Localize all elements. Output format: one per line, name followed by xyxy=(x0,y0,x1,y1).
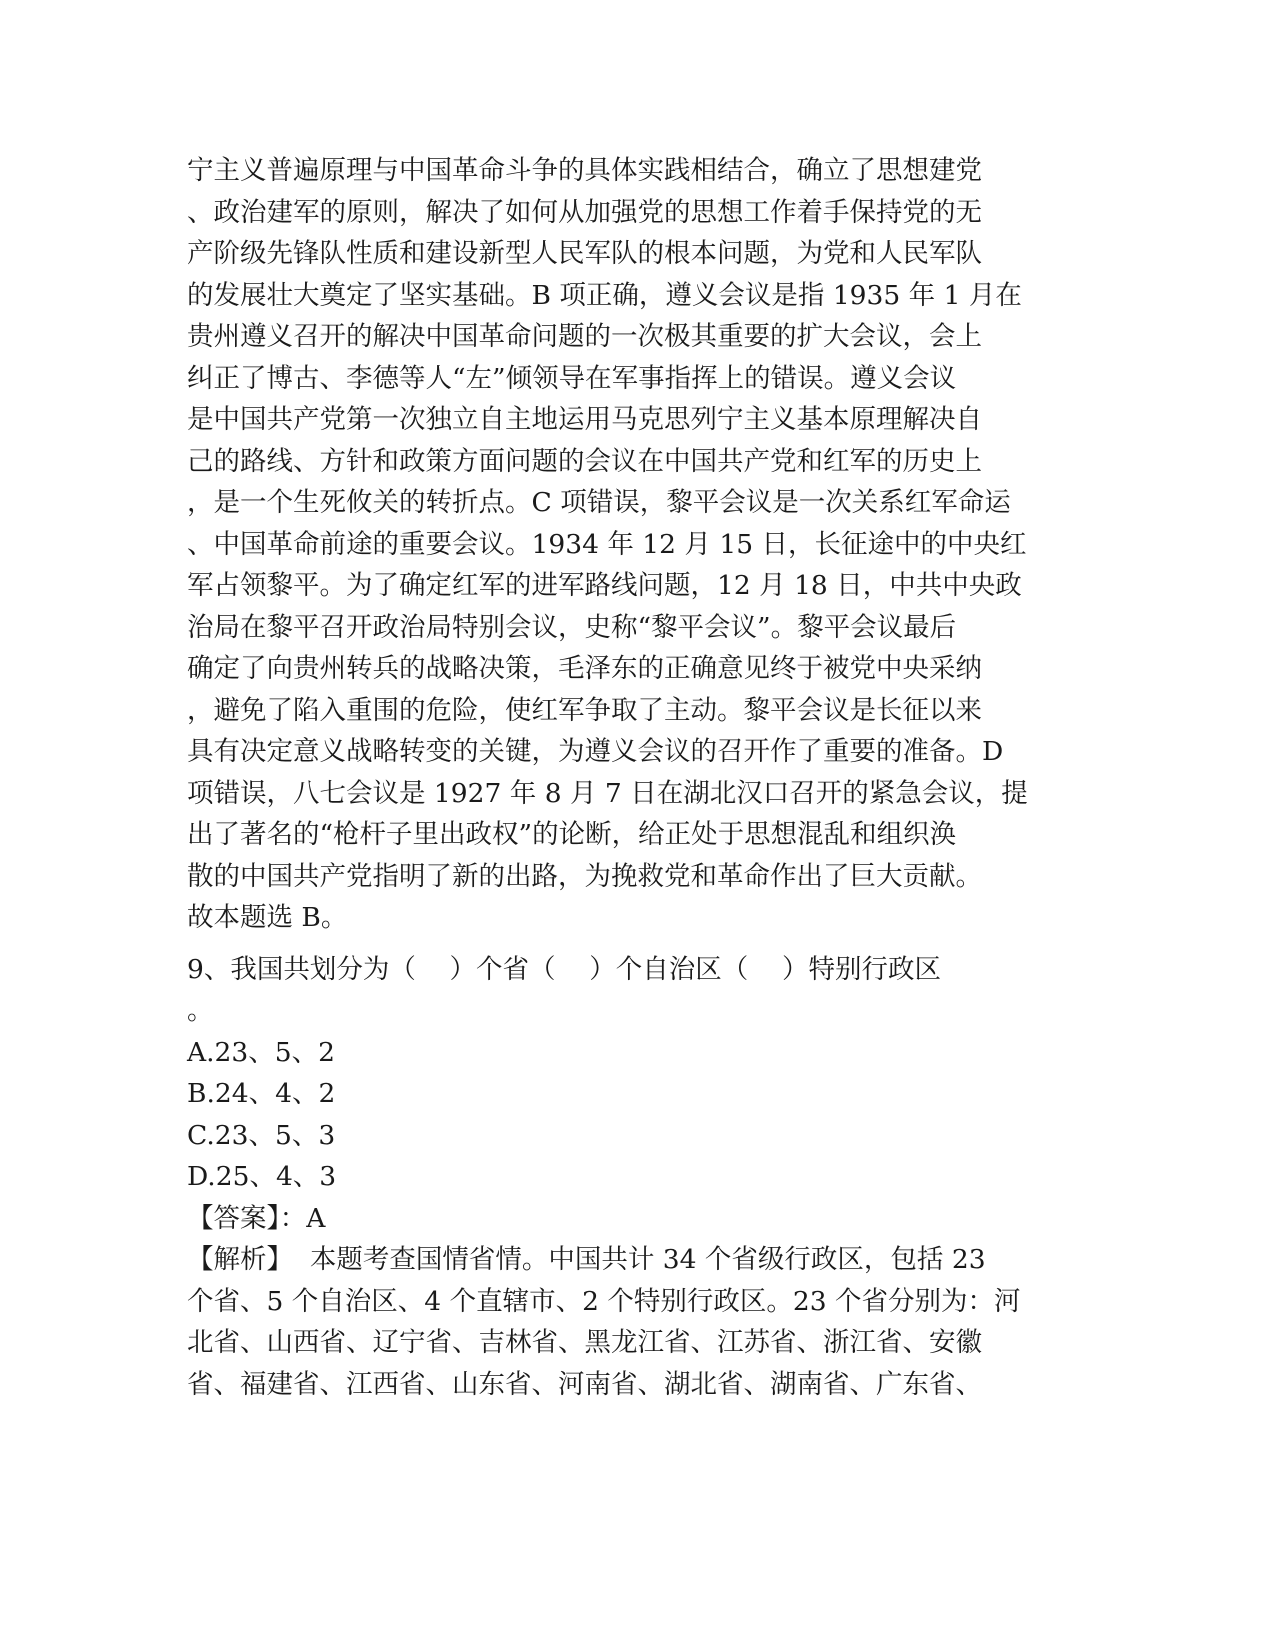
explanation-line: 是中国共产党第一次独立自主地运用马克思列宁主义基本原理解决自 xyxy=(187,404,982,435)
analysis-line: 个省、5 个自治区、4 个直辖市、2 个特别行政区。23 个省分别为：河 xyxy=(187,1285,1021,1317)
explanation-line: 军占领黎平。为了确定红军的进军路线问题，12 月 18 日，中共中央政 xyxy=(187,570,1022,601)
question-stem: 。 xyxy=(187,995,214,1026)
explanation-line: ，是一个生死攸关的转折点。C 项错误，黎平会议是一次关系红军命运 xyxy=(187,487,1011,518)
answer-line: 【答案】：A xyxy=(187,1202,326,1234)
option-c: C.23、5、3 xyxy=(187,1119,336,1151)
explanation-line: 的发展壮大奠定了坚实基础。B 项正确，遵义会议是指 1935 年 1 月在 xyxy=(187,279,1022,311)
explanation-line: 散的中国共产党指明了新的出路，为挽救党和革命作出了巨大贡献。 xyxy=(187,860,982,892)
explanation-line: 确定了向贵州转兵的战略决策，毛泽东的正确意见终于被党中央采纳 xyxy=(187,653,982,684)
explanation-line: 纠正了博古、李德等人“左”倾领导在军事指挥上的错误。遵义会议 xyxy=(187,362,957,394)
analysis-line: 【解析】 本题考查国情省情。中国共计 34 个省级行政区，包括 23 xyxy=(187,1244,986,1275)
question-9 xyxy=(187,949,1087,1406)
explanation-line: 、中国革命前途的重要会议。1934 年 12 月 15 日，长征途中的中央红 xyxy=(187,528,1027,560)
conclusion-line: 故本题选 B。 xyxy=(187,902,348,933)
explanation-line: 、政治建军的原则，解决了如何从加强党的思想工作着手保持党的无 xyxy=(187,196,982,228)
analysis-line: 北省、山西省、辽宁省、吉林省、黑龙江省、江苏省、浙江省、安徽 xyxy=(187,1327,982,1358)
spacer xyxy=(187,939,1087,949)
explanation-line: 项错误，八七会议是 1927 年 8 月 7 日在湖北汉口召开的紧急会议，提 xyxy=(187,777,1028,809)
explanation-line: 治局在黎平召开政治局特别会议，史称“黎平会议”。黎平会议最后 xyxy=(187,611,957,643)
explanation-line: ，避免了陷入重围的危险，使红军争取了主动。黎平会议是长征以来 xyxy=(187,694,982,726)
explanation-line: 具有决定意义战略转变的关键，为遵义会议的召开作了重要的准备。D xyxy=(187,736,1004,767)
question-stem: 9、我国共划分为（ ）个省（ ）个自治区（ ）特别行政区 xyxy=(187,953,941,985)
option-b: B.24、4、2 xyxy=(187,1078,336,1109)
explanation-line: 产阶级先锋队性质和建设新型人民军队的根本问题，为党和人民军队 xyxy=(187,238,982,269)
explanation-line: 贵州遵义召开的解决中国革命问题的一次极其重要的扩大会议，会上 xyxy=(187,321,982,352)
option-a: A.23、5、2 xyxy=(187,1036,336,1068)
explanation-line: 出了著名的“枪杆子里出政权”的论断，给正处于思想混乱和组织涣 xyxy=(187,819,957,850)
option-d: D.25、4、3 xyxy=(187,1161,337,1192)
analysis-line: 省、福建省、江西省、山东省、河南省、湖北省、湖南省、广东省、 xyxy=(187,1368,982,1400)
page-content xyxy=(187,150,1087,1405)
explanation-line: 己的路线、方针和政策方面问题的会议在中国共产党和红军的历史上 xyxy=(187,445,982,477)
explanation-line: 宁主义普遍原理与中国革命斗争的具体实践相结合，确立了思想建党 xyxy=(187,155,982,186)
prev-explanation xyxy=(187,150,1087,939)
